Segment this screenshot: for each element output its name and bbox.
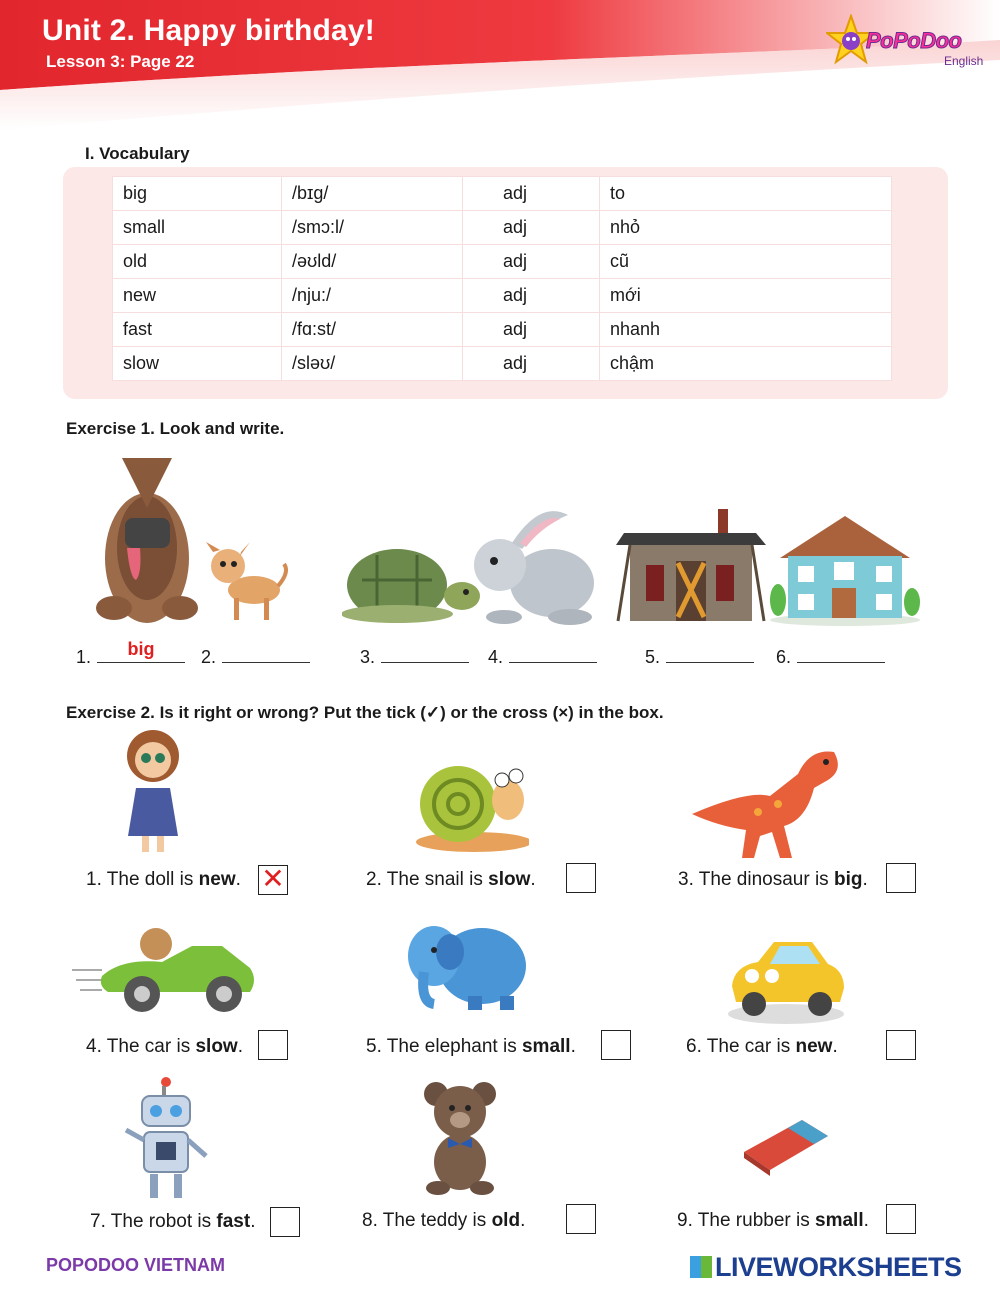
ex2-sentence: [686, 1036, 838, 1058]
vocab-meaning: mới: [600, 279, 892, 313]
ex2-sentence-end: .: [235, 869, 241, 890]
ex2-adjective: new: [795, 1036, 833, 1057]
small-dog-image: [198, 542, 290, 622]
ex1-item: [76, 639, 185, 668]
vocab-meaning: to: [600, 177, 892, 211]
ex2-answer-box[interactable]: [886, 1030, 916, 1060]
vocab-word: new: [113, 279, 282, 313]
ex1-answer-blank[interactable]: [222, 644, 310, 663]
ex2-sentence-text: 7. The robot is: [90, 1211, 217, 1232]
vocab-ipa: /sləʊ/: [282, 347, 463, 381]
ex1-answer-blank[interactable]: [666, 644, 754, 663]
ex2-sentence-text: 6. The car is: [686, 1036, 796, 1057]
ex2-adjective: small: [521, 1036, 571, 1057]
ex1-item: [645, 644, 754, 668]
ex2-adjective: slow: [488, 869, 531, 890]
vocab-word: small: [113, 211, 282, 245]
ex1-number: 2.: [201, 647, 217, 667]
robot-image: [118, 1076, 210, 1208]
lesson-subtitle: Lesson 3: Page 22: [46, 52, 195, 71]
ex2-sentence: [86, 869, 241, 891]
ex2-answer-box[interactable]: [566, 1204, 596, 1234]
ex1-answer-blank[interactable]: [509, 644, 597, 663]
ex2-adjective: new: [198, 869, 236, 890]
exercise2-heading: Exercise 2. Is it right or wrong? Put the tick (✓) or the cross (×) in the box.: [66, 703, 664, 722]
ex2-sentence-text: 4. The car is: [86, 1036, 196, 1057]
footer-brand: POPODOO VIETNAM: [46, 1255, 226, 1275]
elephant-image: [404, 912, 528, 1012]
ex2-sentence-end: .: [570, 1036, 576, 1057]
ex2-adjective: small: [815, 1210, 864, 1231]
ex2-answer-box[interactable]: [886, 1204, 916, 1234]
ex1-number: 3.: [360, 647, 376, 667]
vocab-row: [113, 313, 892, 347]
vocabulary-table: [112, 176, 892, 381]
exercise1-heading: Exercise 1. Look and write.: [66, 419, 285, 438]
vocabulary-heading: I. Vocabulary: [85, 144, 190, 163]
vocab-word: slow: [113, 347, 282, 381]
ex1-number: 1.: [76, 647, 92, 667]
ex2-sentence-text: 1. The doll is: [86, 869, 199, 890]
ex2-answer-box[interactable]: ✕: [258, 865, 288, 895]
ex1-answer: big: [127, 639, 155, 659]
vocab-ipa: /fɑ:st/: [282, 313, 463, 347]
racing-car-image: [72, 910, 262, 1022]
vocab-ipa: /nju:/: [282, 279, 463, 313]
ex2-adjective: fast: [216, 1211, 251, 1232]
ex1-answer-blank[interactable]: [381, 644, 469, 663]
liveworksheets-text: LIVEWORKSHEETS: [715, 1252, 962, 1282]
ex2-answer-box[interactable]: [566, 863, 596, 893]
vocab-row: [113, 245, 892, 279]
vocab-meaning: chậm: [600, 347, 892, 381]
ex1-item: [360, 644, 469, 668]
big-dog-image: [92, 448, 202, 628]
ex1-item: [201, 644, 310, 668]
page-title: Unit 2. Happy birthday!: [42, 14, 375, 47]
ex1-item: [488, 644, 597, 668]
vocab-row: [113, 211, 892, 245]
doll-image: [118, 726, 188, 858]
vocab-row: [113, 279, 892, 313]
ex2-sentence-end: .: [832, 1036, 838, 1057]
ex2-sentence-text: 3. The dinosaur is: [678, 869, 834, 890]
vocab-word: big: [113, 177, 282, 211]
ex2-sentence: [677, 1210, 869, 1232]
liveworksheets-logo: [690, 1252, 962, 1283]
ex2-sentence-end: .: [863, 1210, 869, 1231]
new-house-image: [770, 510, 924, 626]
vocab-word: fast: [113, 313, 282, 347]
yellow-car-image: [724, 926, 850, 1026]
vocab-pos: adj: [463, 177, 600, 211]
ex2-sentence-text: 9. The rubber is: [677, 1210, 816, 1231]
liveworksheets-icon: [690, 1256, 712, 1278]
vocab-pos: adj: [463, 211, 600, 245]
ex2-answer-box[interactable]: [886, 863, 916, 893]
ex2-sentence-end: .: [862, 869, 868, 890]
vocab-word: old: [113, 245, 282, 279]
vocab-row: [113, 347, 892, 381]
vocab-pos: adj: [463, 279, 600, 313]
ex1-number: 4.: [488, 647, 504, 667]
vocab-pos: adj: [463, 313, 600, 347]
vocab-pos: adj: [463, 347, 600, 381]
vocab-meaning: cũ: [600, 245, 892, 279]
vocab-meaning: nhỏ: [600, 211, 892, 245]
ex2-sentence: [90, 1211, 255, 1233]
rubber-eraser-image: [740, 1112, 832, 1178]
rabbit-image: [460, 505, 600, 630]
vocab-ipa: /bɪg/: [282, 177, 463, 211]
ex1-answer-blank[interactable]: [797, 644, 885, 663]
ex2-sentence-end: .: [237, 1036, 243, 1057]
popodoo-logo: [826, 14, 991, 74]
ex2-answer-box[interactable]: [270, 1207, 300, 1237]
ex2-sentence-end: .: [250, 1211, 256, 1232]
ex2-sentence: [366, 869, 536, 891]
old-house-image: [616, 505, 766, 625]
ex2-sentence: [86, 1036, 243, 1058]
ex2-answer-box[interactable]: [258, 1030, 288, 1060]
vocab-pos: adj: [463, 245, 600, 279]
ex2-adjective: big: [833, 869, 863, 890]
ex2-adjective: old: [491, 1210, 521, 1231]
ex2-sentence-text: 5. The elephant is: [366, 1036, 522, 1057]
ex2-adjective: slow: [195, 1036, 238, 1057]
vocab-meaning: nhanh: [600, 313, 892, 347]
snail-image: [404, 752, 529, 852]
ex1-number: 5.: [645, 647, 661, 667]
logo-wordmark: PoPoDoo: [866, 28, 962, 53]
ex2-sentence: [366, 1036, 576, 1058]
vocab-ipa: /smɔ:l/: [282, 211, 463, 245]
logo-english: English: [944, 54, 984, 68]
ex2-sentence-end: .: [520, 1210, 526, 1231]
ex2-sentence-text: 2. The snail is: [366, 869, 489, 890]
ex2-answer-box[interactable]: [601, 1030, 631, 1060]
ex2-sentence-end: .: [530, 869, 536, 890]
ex2-sentence: [678, 869, 868, 891]
ex1-answer-blank[interactable]: [97, 639, 185, 663]
teddy-bear-image: [420, 1078, 500, 1196]
dinosaur-image: [688, 740, 846, 862]
ex2-sentence-text: 8. The teddy is: [362, 1210, 492, 1231]
ex1-item: [776, 644, 885, 668]
ex2-sentence: [362, 1210, 525, 1232]
vocab-row: [113, 177, 892, 211]
vocab-ipa: /əʊld/: [282, 245, 463, 279]
ex1-number: 6.: [776, 647, 792, 667]
